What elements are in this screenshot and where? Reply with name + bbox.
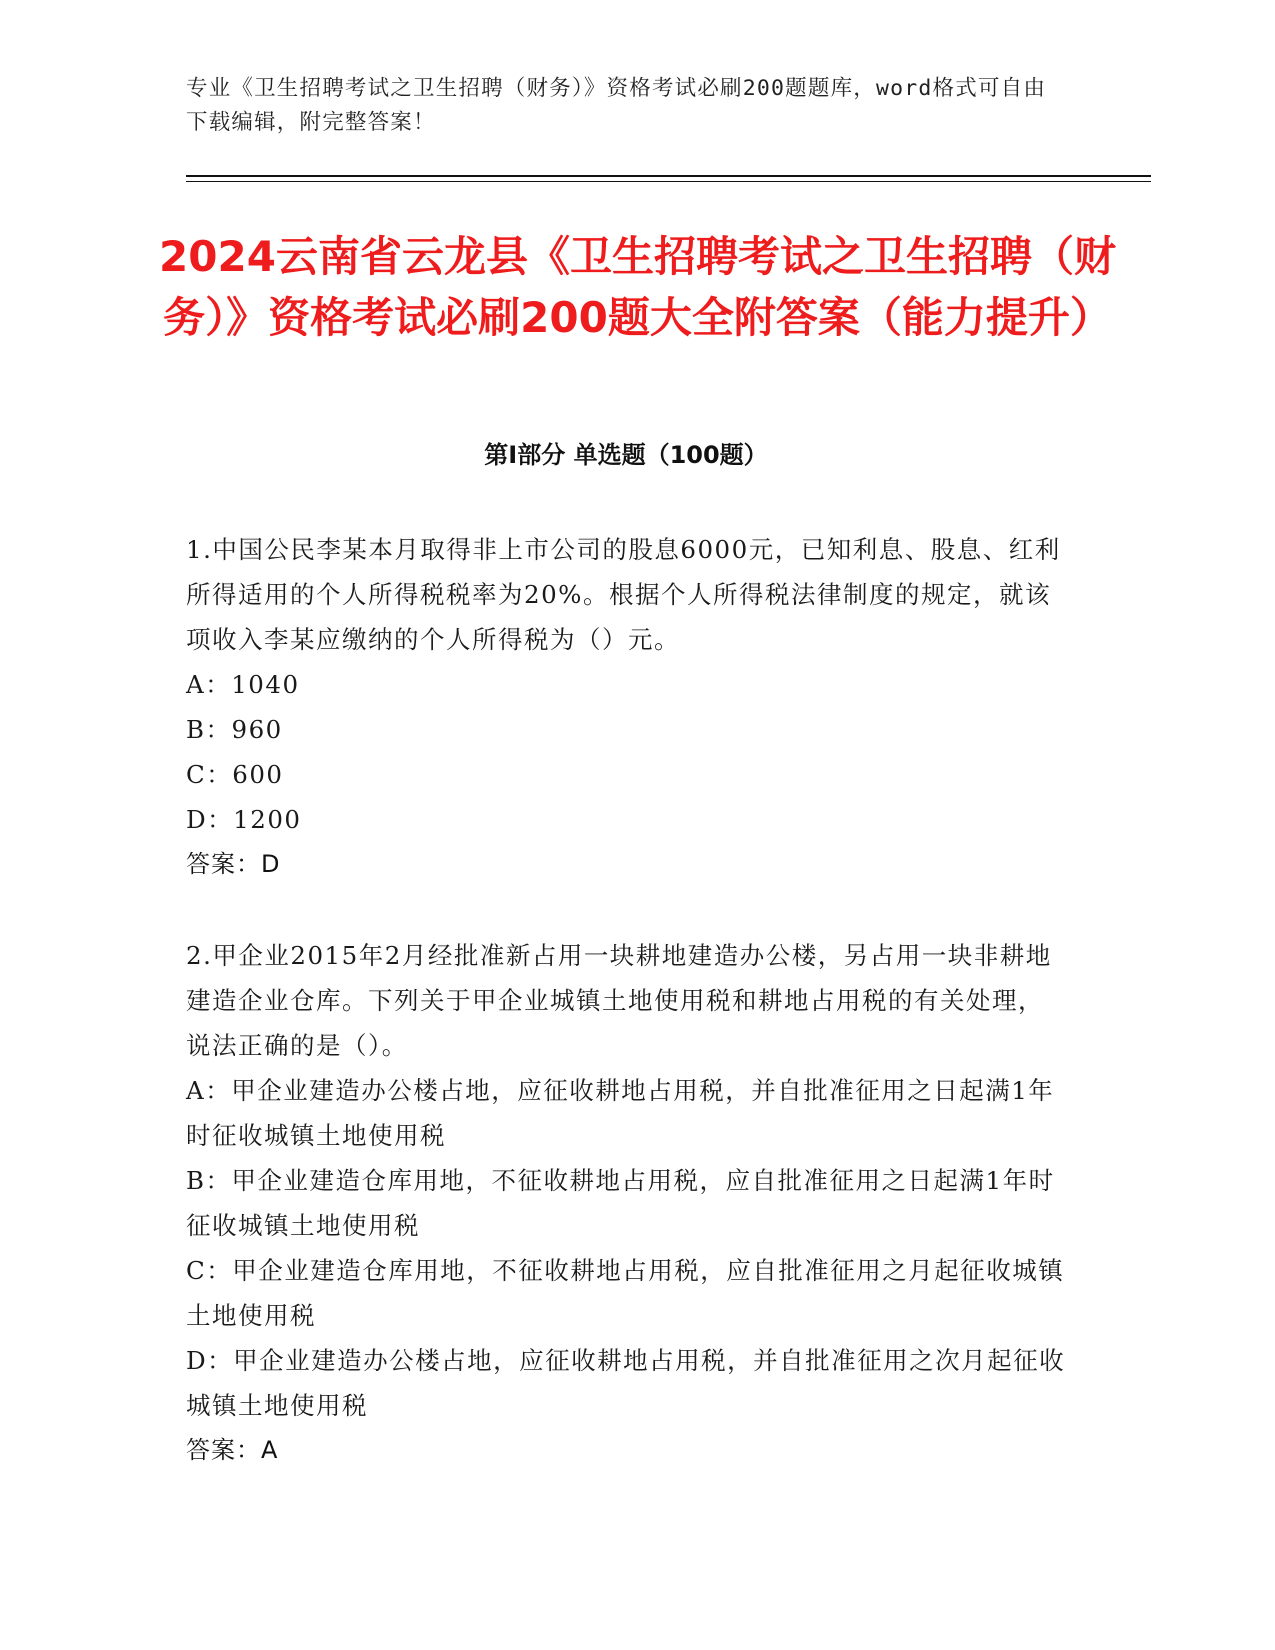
question-1-answer: 答案：D — [186, 850, 281, 878]
question-2-answer: 答案：A — [186, 1436, 279, 1464]
question-2-text: 2.甲企业2015年2月经批准新占用一块耕地建造办公楼，另占用一块非耕地建造企业仓库。下列关于甲企业城镇土地使用税和耕地占用税的有关处理，说法正确的是（）。 — [186, 941, 1052, 1060]
question-1 — [186, 527, 1066, 887]
question-1-option-b: B：960 — [186, 715, 283, 744]
section-title: 第I部分 单选题（100题） — [484, 441, 768, 469]
question-2-option-b: B：甲企业建造仓库用地，不征收耕地占用税，应自批准征用之日起满1年时征收城镇土地使用税 — [186, 1166, 1055, 1240]
header-divider-thick — [186, 175, 1151, 177]
header-divider-thin — [186, 181, 1151, 182]
question-2-option-d: D：甲企业建造办公楼占地，应征收耕地占用税，并自批准征用之次月起征收城镇土地使用税 — [186, 1346, 1066, 1420]
question-1-option-d: D：1200 — [186, 805, 302, 834]
question-2 — [186, 933, 1066, 1473]
document-title: 2024云南省云龙县《卫生招聘考试之卫生招聘（财务）》资格考试必刷200题大全附答案（能力提升） — [159, 232, 1116, 342]
question-1-option-c: C：600 — [186, 760, 284, 789]
header-note: 专业《卫生招聘考试之卫生招聘（财务）》资格考试必刷200题题库，word格式可自由下载编辑，附完整答案！ — [186, 76, 1047, 135]
question-2-option-c: C：甲企业建造仓库用地，不征收耕地占用税，应自批准征用之月起征收城镇土地使用税 — [186, 1256, 1065, 1330]
question-1-option-a: A：1040 — [186, 670, 300, 699]
question-2-option-a: A：甲企业建造办公楼占地，应征收耕地占用税，并自批准征用之日起满1年时征收城镇土地使用税 — [186, 1076, 1055, 1150]
question-1-text: 1.中国公民李某本月取得非上市公司的股息6000元，已知利息、股息、红利所得适用的个人所得税税率为20%。根据个人所得税法律制度的规定，就该项收入李某应缴纳的个人所得税为（）元。 — [186, 535, 1061, 654]
